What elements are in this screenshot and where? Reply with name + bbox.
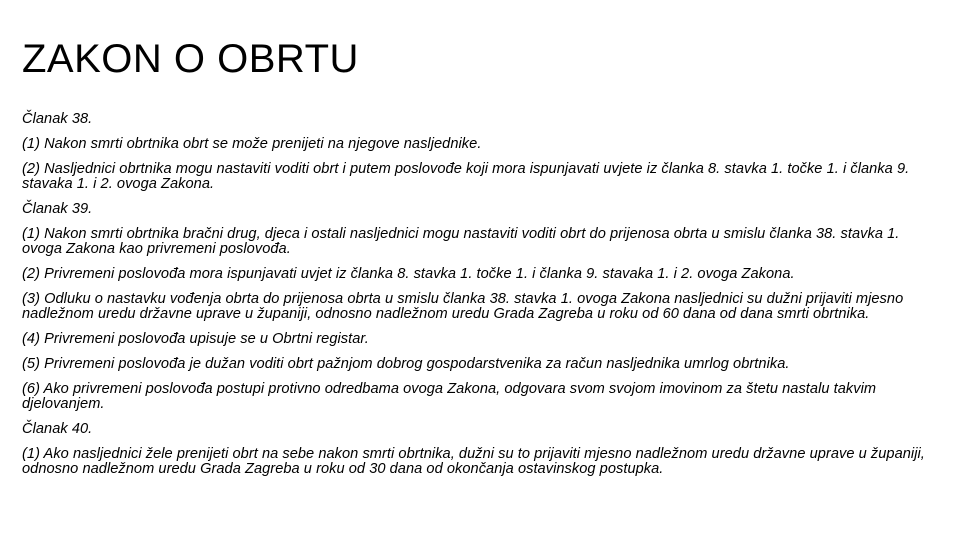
article-39-paragraph-1: (1) Nakon smrti obrtnika bračni drug, djeca i ostali nasljednici mogu nastaviti voditi obrt do prijenosa obrta u smislu članka 38. stavka 1. ovoga Zakona kao privremeni poslovođa. — [22, 226, 900, 257]
article-39-paragraph-6: (6) Ako privremeni poslovođa postupi protivno odredbama ovoga Zakona, odgovara svom svojom imovinom za štetu nastalu takvim djelovanjem. — [22, 381, 877, 412]
article-38-heading: Članak 38. — [22, 111, 93, 127]
article-39-heading: Članak 39. — [22, 201, 93, 217]
article-39-paragraph-4: (4) Privremeni poslovođa upisuje se u Obrtni registar. — [22, 331, 369, 347]
article-40-heading: Članak 40. — [22, 421, 93, 437]
slide-title: ZAKON O OBRTU — [22, 37, 359, 81]
article-40-paragraph-1: (1) Ako nasljednici žele prenijeti obrt na sebe nakon smrti obrtnika, dužni su to prijaviti mjesno nadležnom uredu državne uprave u županiji, odnosno nadležnom uredu Grada Zagreba u roku od 30 dana od okončanja ostavinskog postupka. — [22, 446, 925, 477]
article-39-paragraph-3: (3) Odluku o nastavku vođenja obrta do prijenosa obrta u smislu članka 38. stavka 1. ovoga Zakona nasljednici su dužni prijaviti mjesno nadležnom uredu državne uprave u županiji, odnosno nadležnom uredu Grada Zagreba u roku od 60 dana od dana smrti obrtnika. — [22, 291, 904, 322]
article-39-paragraph-5: (5) Privremeni poslovođa je dužan voditi obrt pažnjom dobrog gospodarstvenika za račun nasljednika umrlog obrtnika. — [22, 356, 790, 372]
article-39-paragraph-2: (2) Privremeni poslovođa mora ispunjavati uvjet iz članka 8. stavka 1. točke 1. i članka 9. stavaka 1. i 2. ovoga Zakona. — [22, 266, 795, 282]
article-38-paragraph-1: (1) Nakon smrti obrtnika obrt se može prenijeti na njegove nasljednike. — [22, 136, 482, 152]
slide-content — [22, 112, 934, 487]
article-38-paragraph-2: (2) Nasljednici obrtnika mogu nastaviti voditi obrt i putem poslovođe koji mora ispunjavati uvjete iz članka 8. stavka 1. točke 1. i članka 9. stavaka 1. i 2. ovoga Zakona. — [22, 161, 910, 192]
